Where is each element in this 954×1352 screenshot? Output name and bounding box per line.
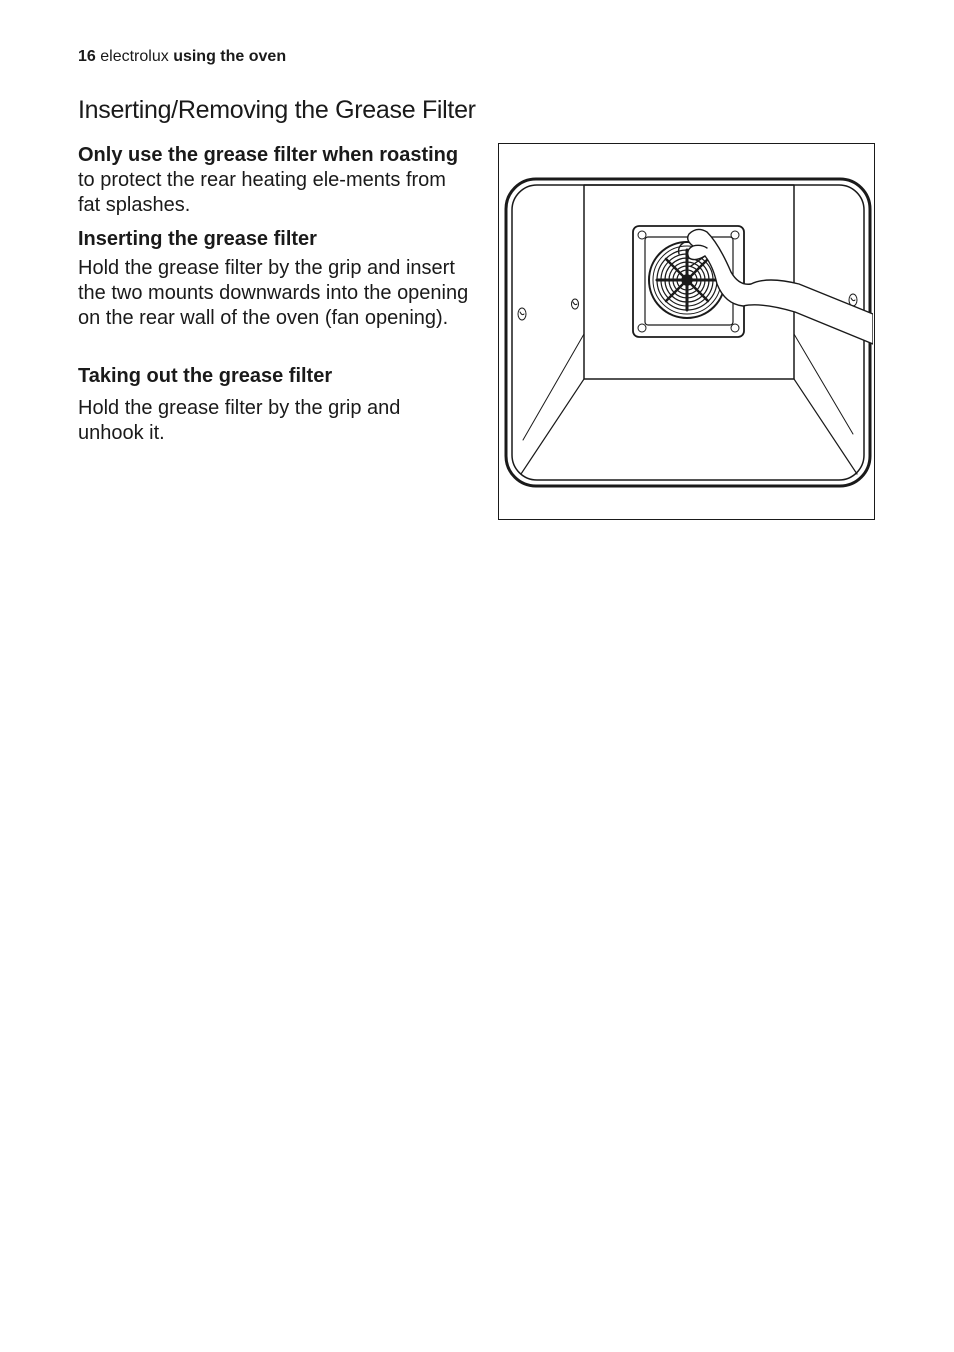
brand-name: electrolux	[100, 48, 169, 65]
intro-text: to protect the rear heating ele-ments from fat splashes.	[78, 169, 446, 216]
inserting-heading: Inserting the grease filter	[78, 228, 317, 250]
inserting-paragraph: Hold the grease filter by the grip and insert the two mounts downwards into the opening on the rear wall of the oven (fan opening).	[78, 257, 469, 329]
section-name: using the oven	[173, 48, 287, 65]
oven-cavity-illustration	[499, 144, 873, 518]
page-number: 16	[78, 48, 96, 65]
intro-bold-text: Only use the grease filter when roasting	[78, 144, 459, 166]
oven-illustration-frame	[498, 143, 875, 520]
running-head	[78, 47, 286, 67]
cavity-outer-wall	[506, 179, 870, 486]
section-title: Inserting/Removing the Grease Filter	[78, 96, 476, 124]
instructions-column	[78, 143, 470, 446]
cavity-inner-wall	[512, 185, 864, 480]
removing-paragraph: Hold the grease filter by the grip and unhook it.	[78, 397, 401, 444]
intro-paragraph	[78, 143, 470, 218]
removing-heading: Taking out the grease filter	[78, 365, 333, 387]
